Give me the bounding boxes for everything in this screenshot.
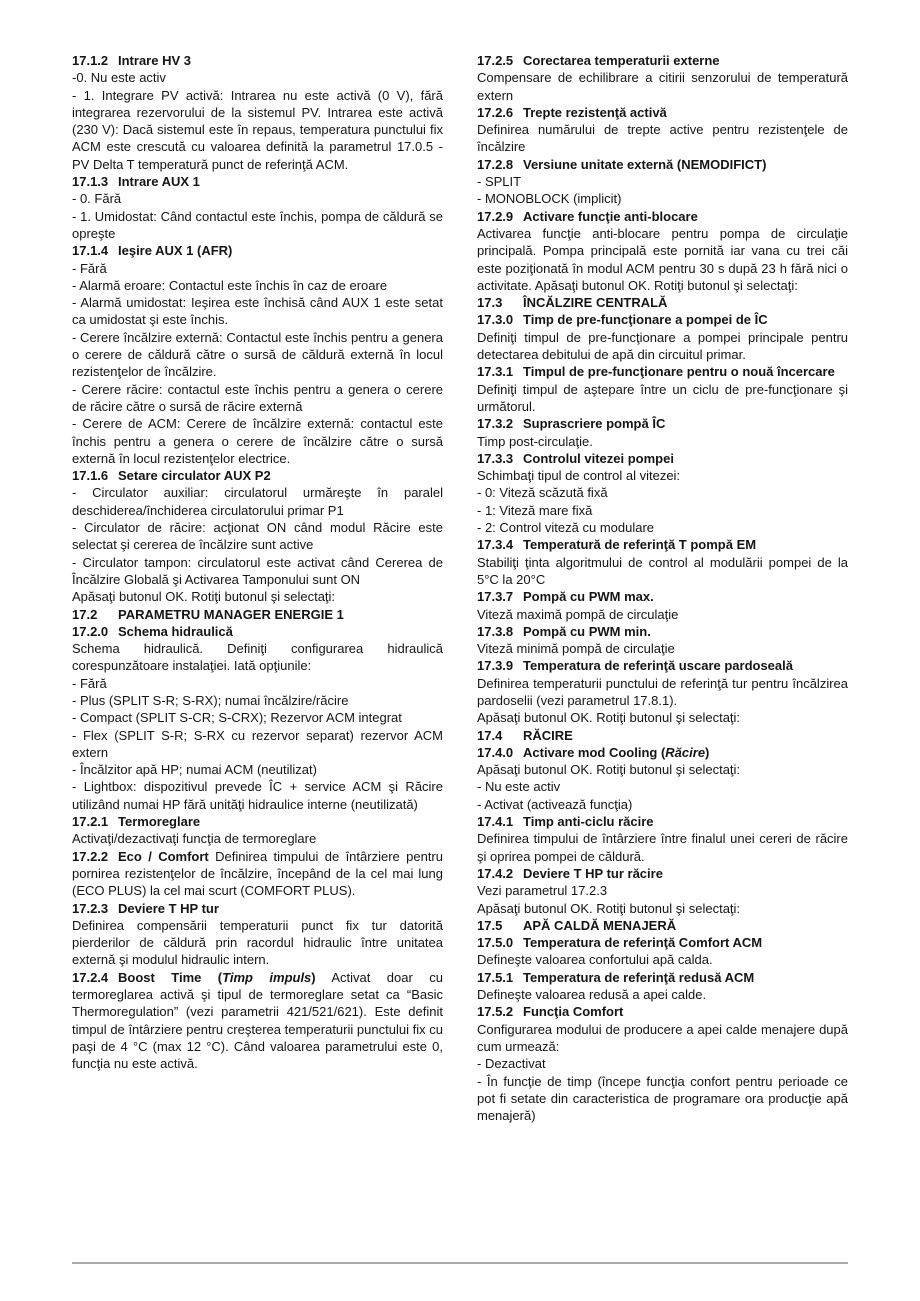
- section-heading: [477, 917, 848, 934]
- paragraph: [72, 709, 443, 726]
- paragraph: [72, 69, 443, 86]
- section-heading: [477, 450, 848, 467]
- paragraph: [72, 519, 443, 554]
- text-run: Corectarea temperaturii externe: [523, 53, 720, 68]
- section-number: 17.2.6: [477, 104, 514, 120]
- text-run: - 1: Viteză mare fixă: [477, 502, 593, 518]
- text-run: Schimbaţi tipul de control al vitezei:: [477, 468, 681, 484]
- paragraph: [477, 554, 848, 589]
- paragraph: [477, 778, 848, 795]
- paragraph: [72, 190, 443, 207]
- text-run: Funcţia Comfort: [523, 1004, 624, 1020]
- text-run: - Lightbox: dispozitivul prevede ÎC + service ACM şi Răcire utilizând numai HP fără unităţi hidraulice interne (neutilizată): [72, 779, 443, 812]
- section-number: 17.4.2: [477, 865, 514, 881]
- section-heading: [72, 606, 443, 623]
- text-run: Definirea timpului de întârziere pentru pornirea rezistenţelor de încălzire, începând de la cel mai lung (ECO PLUS) la cel mai scurt (COMFORT PLUS).: [72, 848, 443, 899]
- text-run: Controlul vitezei pompei: [523, 450, 674, 466]
- paragraph: [72, 692, 443, 709]
- text-run: - 1. Umidostat: Când contactul este închis, pompa de căldură se opreşte: [72, 208, 443, 241]
- section-number: 17.5: [477, 917, 503, 933]
- section-number: 17.1.6: [72, 468, 109, 484]
- text-run: - Nu este activ: [477, 779, 561, 795]
- paragraph: [477, 173, 848, 190]
- text-run: Stabiliţi ţinta algoritmului de control al modulării pompei de la 5°C la 20°C: [477, 554, 848, 587]
- text-run: Activarea funcţie anti-blocare pentru pompa de circulaţie principală. Pompa principală este pornită iar vana cu trei căi este poziţionată în modul ACM pentru 30 s după 23 h fără nici o activitate. Apăsaţi butonul OK. Rotiţi butonul şi selectaţi:: [477, 225, 848, 293]
- text-run: Temperatura de referinţă redusă ACM: [523, 969, 755, 985]
- section-number: 17.2.1: [72, 814, 109, 830]
- text-run: Schema hidraulică: [118, 623, 233, 639]
- section-heading: [477, 934, 848, 951]
- text-run: PARAMETRU MANAGER ENERGIE 1: [118, 606, 344, 622]
- paragraph: [72, 830, 443, 847]
- section-number: 17.3.3: [477, 450, 514, 466]
- text-run: Activare mod Cooling (: [523, 744, 666, 760]
- section-heading: [477, 311, 848, 328]
- section-heading: [477, 156, 848, 173]
- text-run: Defineşte valoarea confortului apă calda.: [477, 952, 713, 968]
- paragraph: [477, 900, 848, 917]
- section-number: 17.3.7: [477, 589, 514, 605]
- paragraph: [477, 882, 848, 899]
- paragraph: [72, 761, 443, 778]
- left-column: [72, 52, 443, 1073]
- section-number: 17.2.2: [72, 848, 109, 864]
- text-run: Timpul de pre-funcţionare pentru o nouă încercare: [523, 364, 835, 380]
- section-heading: [477, 294, 848, 311]
- text-run: - SPLIT: [477, 174, 522, 190]
- paragraph: [477, 986, 848, 1003]
- section-heading: [72, 813, 443, 830]
- footer-divider: [72, 1262, 848, 1264]
- section-heading: [72, 623, 443, 640]
- section-number: 17.3.1: [477, 364, 514, 380]
- paragraph: [72, 588, 443, 605]
- section-heading: [72, 467, 443, 484]
- text-run: - Cerere de ACM: Cerere de încălzire externă: contactul este închis pentru a genera o cerere de încălzire către o sursă externă în locul rezistenţelor electrice.: [72, 416, 443, 466]
- text-run: ÎNCĂLZIRE CENTRALĂ: [523, 295, 668, 311]
- section-heading: [477, 52, 848, 69]
- text-run: Ieşire AUX 1 (AFR): [118, 243, 233, 259]
- text-run: RĂCIRE: [523, 727, 573, 743]
- text-run: Deviere T HP tur răcire: [523, 865, 663, 881]
- text-run: - Cerere încălzire externă: Contactul este închis pentru a genera o cerere de căldură către o sursă de căldură externă în locul rezistenţelor de încălzire.: [72, 329, 443, 380]
- section-number: 17.2.3: [72, 900, 109, 916]
- paragraph: [477, 433, 848, 450]
- paragraph: [477, 640, 848, 657]
- text-run: - Plus (SPLIT S-R; S-RX); numai încălzire/răcire: [72, 692, 349, 708]
- section-number: 17.1.3: [72, 174, 109, 190]
- paragraph: [477, 1073, 848, 1125]
- section-heading: [477, 588, 848, 605]
- paragraph: [477, 951, 848, 968]
- paragraph: [477, 121, 848, 156]
- section-heading: [477, 415, 848, 432]
- paragraph: [477, 329, 848, 364]
- section-heading: [477, 363, 848, 380]
- paragraph: [477, 381, 848, 416]
- text-run: - 0. Fără: [72, 191, 122, 207]
- paragraph: [477, 1055, 848, 1072]
- section-heading: [477, 744, 848, 761]
- text-run: - MONOBLOCK (implicit): [477, 191, 622, 207]
- text-run: Definirea compensării temperaturii punct fix tur datorită pierderilor de căldură prin racordul hidraulic între unitatea externă şi modulul hidraulic intern.: [72, 917, 443, 968]
- text-run: Apăsaţi butonul OK. Rotiţi butonul şi selectaţi:: [477, 900, 741, 916]
- text-run: Definirea timpului de întârziere între finalul unei cereri de răcire şi oprirea pompei de căldură.: [477, 831, 848, 864]
- section-number: 17.4.1: [477, 814, 514, 830]
- text-run: Intrare HV 3: [118, 53, 191, 68]
- text-run: Compensare de echilibrare a citirii senzorului de temperatură extern: [477, 70, 848, 103]
- section-number: 17.1.4: [72, 243, 109, 259]
- text-run: Suprascriere pompă ÎC: [523, 416, 666, 432]
- section-number: 17.5.2: [477, 1004, 514, 1020]
- section-number: 17.5.1: [477, 969, 514, 985]
- section-number: 17.4: [477, 727, 503, 743]
- paragraph: [477, 675, 848, 710]
- section-number: 17.3: [477, 295, 503, 311]
- text-run: Termoreglare: [118, 814, 201, 830]
- paragraph: [72, 329, 443, 381]
- text-run: Timp anti-ciclu răcire: [523, 814, 654, 830]
- paragraph: [477, 709, 848, 726]
- paragraph: [72, 554, 443, 589]
- paragraph: [72, 294, 443, 329]
- text-run: Timp de pre-funcţionare a pompei de ÎC: [523, 312, 768, 328]
- text-run: - Circulator tampon: circulatorul este activat când Cererea de Încălzire Globală şi Activarea Tamponului sunt ON: [72, 554, 443, 587]
- text-run: Timp post-circulaţie.: [477, 433, 593, 449]
- text-run: - 0: Viteză scăzută fixă: [477, 485, 608, 501]
- section-heading: [477, 536, 848, 553]
- paragraph: [477, 502, 848, 519]
- text-run: - Activat (activează funcţia): [477, 796, 633, 812]
- paragraph: [72, 484, 443, 519]
- paragraph: [477, 1021, 848, 1056]
- paragraph: [72, 727, 443, 762]
- text-run: Definiţi timpul de pre-funcţionare a pompei principale pentru detectarea debitului de apă din circuitul primar.: [477, 329, 848, 363]
- text-run: Apăsaţi butonul OK. Rotiţi butonul şi selectaţi:: [477, 710, 741, 726]
- text-run: Viteză maximă pompă de circulaţie: [477, 606, 679, 622]
- paragraph: [477, 830, 848, 865]
- right-column: [477, 52, 848, 1124]
- paragraph: [72, 381, 443, 416]
- text-run: Boost Time (: [118, 969, 223, 985]
- section-heading: [477, 865, 848, 882]
- paragraph: [72, 208, 443, 243]
- paragraph: [477, 69, 848, 104]
- section-number: 17.2.8: [477, 156, 514, 172]
- paragraph: [72, 969, 443, 1073]
- text-run: Temperatura de referinţă Comfort ACM: [523, 935, 763, 951]
- paragraph: [477, 190, 848, 207]
- text-run: Vezi parametrul 17.2.3: [477, 883, 608, 899]
- paragraph: [477, 796, 848, 813]
- text-run: Apăsaţi butonul OK. Rotiţi butonul şi selectaţi:: [72, 589, 336, 605]
- section-heading: [477, 104, 848, 121]
- text-run: - 1. Integrare PV activă: Intrarea nu este activă (0 V), fără integrarea rezervorului de la sistemul PV. Intrarea este activă (230 V): Dacă sistemul este în repaus, temperatura punctului fix ACM este crescută cu valoarea definită la parametrul 17.0.5 - PV Delta T temperatură punct de referinţă ACM.: [72, 87, 443, 172]
- text-run: Activare funcţie anti-blocare: [523, 208, 698, 224]
- section-heading: [477, 969, 848, 986]
- text-run: Pompă cu PWM min.: [523, 623, 651, 639]
- text-run: Deviere T HP tur: [118, 900, 219, 916]
- paragraph: [72, 640, 443, 675]
- paragraph: [72, 277, 443, 294]
- text-run: Definirea temperaturii punctului de referinţă tur pentru încălzirea pardoselii (vezi parametrul 17.8.1).: [477, 675, 848, 708]
- section-heading: [477, 813, 848, 830]
- text-run: - Circulator de răcire: acţionat ON când modul Răcire este selectat şi cererea de încălzire sunt active: [72, 520, 443, 553]
- paragraph: [72, 415, 443, 467]
- text-run: - Fără: [72, 675, 107, 691]
- paragraph: [72, 848, 443, 900]
- section-number: 17.2: [72, 606, 98, 622]
- section-number: 17.5.0: [477, 935, 514, 951]
- text-run: - Alarmă umidostat: Ieşirea este închisă când AUX 1 este setat ca umidostat şi este închis.: [72, 295, 443, 328]
- paragraph: [477, 519, 848, 536]
- text-run: - Încălzitor apă HP; numai ACM (neutilizat): [72, 762, 317, 778]
- paragraph: [72, 675, 443, 692]
- text-run: Schema hidraulică. Definiţi configurarea hidraulică corespunzătoare instalaţiei. Iată opţiunile:: [72, 641, 443, 674]
- section-number: 17.3.9: [477, 658, 514, 674]
- two-column-layout: [72, 52, 848, 1124]
- section-heading: [477, 727, 848, 744]
- paragraph: [477, 606, 848, 623]
- section-number: 17.4.0: [477, 744, 514, 760]
- section-number: 17.3.2: [477, 416, 514, 432]
- text-run: - Dezactivat: [477, 1056, 546, 1072]
- section-heading: [477, 208, 848, 225]
- text-run: -0. Nu este activ: [72, 70, 166, 86]
- text-run: Defineşte valoarea redusă a apei calde.: [477, 987, 707, 1003]
- text-run: - 2: Control viteză cu modulare: [477, 520, 655, 536]
- text-run: Temperatura de referinţă uscare pardoseală: [523, 658, 793, 674]
- text-run: Intrare AUX 1: [118, 174, 200, 190]
- text-run: - Alarmă eroare: Contactul este închis în caz de eroare: [72, 277, 388, 293]
- text-run: Temperatură de referinţă T pompă EM: [523, 537, 757, 553]
- paragraph: [477, 225, 848, 294]
- section-heading: [72, 52, 443, 69]
- section-number: 17.1.2: [72, 53, 109, 68]
- text-run: Timp impuls: [222, 969, 312, 985]
- section-heading: [72, 900, 443, 917]
- text-run: - Fără: [72, 260, 107, 276]
- text-run: Configurarea modului de producere a apei calde menajere după cum urmează:: [477, 1021, 848, 1054]
- section-heading: [72, 242, 443, 259]
- text-run: Pompă cu PWM max.: [523, 589, 654, 605]
- text-run: Răcire: [665, 744, 706, 760]
- text-run: ): [705, 744, 710, 760]
- section-number: 17.2.0: [72, 623, 109, 639]
- text-run: Viteză minimă pompă de circulaţie: [477, 641, 675, 657]
- text-run: Setare circulator AUX P2: [118, 468, 271, 484]
- paragraph: [72, 260, 443, 277]
- section-number: 17.2.4: [72, 969, 109, 985]
- text-run: Definirea numărului de trepte active pentru rezistenţele de încălzire: [477, 122, 848, 155]
- section-number: 17.3.4: [477, 537, 514, 553]
- text-run: Eco / Comfort: [118, 848, 209, 864]
- text-run: APĂ CALDĂ MENAJERĂ: [523, 917, 677, 933]
- paragraph: [477, 484, 848, 501]
- section-heading: [477, 657, 848, 674]
- text-run: ): [311, 969, 316, 985]
- section-number: 17.2.5: [477, 53, 514, 68]
- section-heading: [477, 1003, 848, 1020]
- paragraph: [72, 87, 443, 173]
- text-run: - Cerere răcire: contactul este închis pentru a genera o cerere de răcire către o sursă de răcire externă: [72, 381, 443, 414]
- text-run: Trepte rezistenţă activă: [523, 104, 667, 120]
- text-run: Activat doar cu termoreglarea activă şi tipul de termoreglare setat ca “Basic Thermoregulation” (vezi parametrii 421/521/621). Este definit timpul de întârziere pentru creşterea temperaturii punctului fix cu paşi de 4 °C (max 12 °C). Când valoarea parametrului este 0, funcţia nu este activă.: [72, 969, 443, 1072]
- text-run: Versiune unitate externă (NEMODIFICT): [523, 156, 767, 172]
- paragraph: [72, 917, 443, 969]
- section-number: 17.3.8: [477, 623, 514, 639]
- text-run: - În funcţie de timp (începe funcţia confort pentru perioade ce pot fi setate din caracteristica de programare ora producţie apă menajeră): [477, 1073, 848, 1124]
- section-heading: [477, 623, 848, 640]
- text-run: Definiţi timpul de aştepare între un ciclu de pre-funcţionare şi următorul.: [477, 381, 848, 414]
- text-run: - Flex (SPLIT S-R; S-RX cu rezervor separat) rezervor ACM extern: [72, 727, 443, 760]
- paragraph: [477, 761, 848, 778]
- text-run: Apăsaţi butonul OK. Rotiţi butonul şi selectaţi:: [477, 762, 741, 778]
- text-run: - Compact (SPLIT S-CR; S-CRX); Rezervor ACM integrat: [72, 710, 402, 726]
- section-number: 17.2.9: [477, 208, 514, 224]
- section-number: 17.3.0: [477, 312, 514, 328]
- paragraph: [477, 467, 848, 484]
- text-run: Activaţi/dezactivaţi funcţia de termoreglare: [72, 831, 317, 847]
- text-run: - Circulator auxiliar: circulatorul urmăreşte în paralel deschiderea/închiderea circulatorului primar P1: [72, 485, 443, 518]
- paragraph: [72, 778, 443, 813]
- section-heading: [72, 173, 443, 190]
